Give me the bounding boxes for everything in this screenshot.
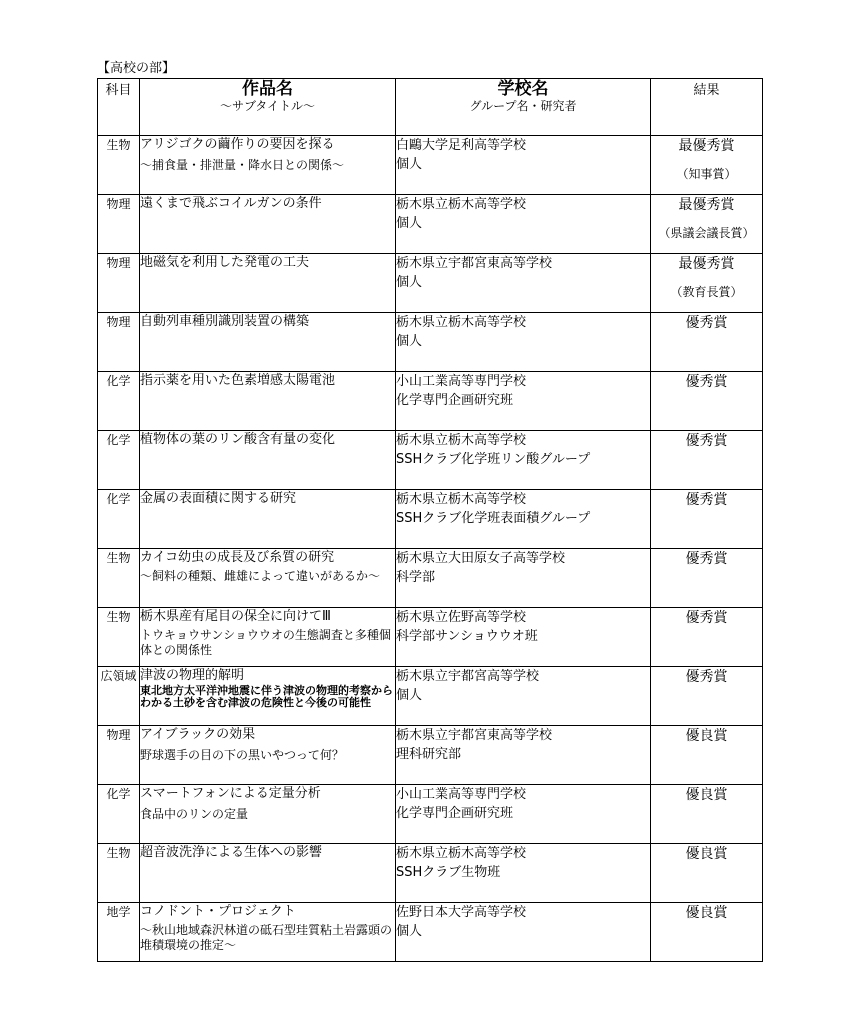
result-cell xyxy=(651,549,763,608)
school-name: 栃木県立佐野高等学校 xyxy=(396,610,527,625)
subject-cell: 生物 xyxy=(98,844,140,903)
work-title: 地磁気を利用した発電の工夫 xyxy=(140,255,310,270)
group-name: SSHクラブ化学班表面積グループ xyxy=(396,511,591,526)
school-name: 栃木県立栃木高等学校 xyxy=(396,846,527,861)
subject-cell: 化学 xyxy=(98,431,140,490)
school-cell xyxy=(396,195,651,254)
award-subtitle: （県議会議長賞） xyxy=(658,226,755,240)
award-label: 優秀賞 xyxy=(685,492,728,508)
group-name: 化学専門企画研究班 xyxy=(396,393,514,408)
header-school-sub: グループ名・研究者 xyxy=(469,99,577,113)
school-name: 栃木県立栃木高等学校 xyxy=(396,433,527,448)
work-title: 金属の表面積に関する研究 xyxy=(140,491,297,506)
results-table xyxy=(97,78,763,962)
result-cell xyxy=(651,254,763,313)
work-title: 植物体の葉のリン酸含有量の変化 xyxy=(140,432,336,447)
title-cell xyxy=(140,372,396,431)
work-subtitle: 野球選手の目の下の黒いやつって何？ xyxy=(140,748,344,762)
subject-cell: 物理 xyxy=(98,195,140,254)
work-title: スマートフォンによる定量分析 xyxy=(140,786,321,801)
result-cell xyxy=(651,785,763,844)
title-cell xyxy=(140,844,396,903)
title-cell xyxy=(140,254,396,313)
work-title: アイブラックの効果 xyxy=(140,727,256,742)
header-title-sub: ～サブタイトル～ xyxy=(220,99,315,113)
result-cell xyxy=(651,608,763,667)
result-cell xyxy=(651,372,763,431)
school-name: 小山工業高等専門学校 xyxy=(396,787,527,802)
section-title: 【高校の部】 xyxy=(97,61,176,76)
result-cell xyxy=(651,726,763,785)
group-name: 個人 xyxy=(396,216,423,231)
school-name: 栃木県立大田原女子高等学校 xyxy=(396,551,566,566)
school-cell xyxy=(396,549,651,608)
school-name: 小山工業高等専門学校 xyxy=(396,374,527,389)
title-cell xyxy=(140,608,396,667)
table-row xyxy=(98,254,763,313)
title-cell xyxy=(140,313,396,372)
header-school-main: 学校名 xyxy=(497,79,549,99)
title-cell xyxy=(140,431,396,490)
award-label: 優秀賞 xyxy=(685,610,728,626)
subject-cell: 広領域 xyxy=(98,667,140,726)
result-cell xyxy=(651,195,763,254)
award-label: 最優秀賞 xyxy=(678,197,735,213)
result-cell xyxy=(651,903,763,962)
school-name: 栃木県立栃木高等学校 xyxy=(396,315,527,330)
result-cell xyxy=(651,136,763,195)
award-label: 優良賞 xyxy=(685,905,728,921)
award-label: 優良賞 xyxy=(685,787,728,803)
header-result: 結果 xyxy=(651,79,763,136)
award-subtitle: （知事賞） xyxy=(676,167,737,181)
table-row xyxy=(98,372,763,431)
award-label: 最優秀賞 xyxy=(678,256,735,272)
title-cell xyxy=(140,195,396,254)
subject-cell: 化学 xyxy=(98,372,140,431)
award-label: 優秀賞 xyxy=(685,374,728,390)
title-cell xyxy=(140,667,396,726)
group-name: 科学部サンショウウオ班 xyxy=(396,629,538,644)
work-title: アリジゴクの繭作りの要因を探る xyxy=(140,137,335,152)
table-row xyxy=(98,903,763,962)
work-subtitle: ～秋山地域森沢林道の砥石型珪質粘土岩露頭の堆積環境の推定～ xyxy=(140,923,393,952)
title-cell xyxy=(140,785,396,844)
table-row xyxy=(98,431,763,490)
award-label: 優良賞 xyxy=(685,846,728,862)
group-name: 個人 xyxy=(396,924,423,939)
result-cell xyxy=(651,844,763,903)
award-label: 優秀賞 xyxy=(685,433,728,449)
group-name: 個人 xyxy=(396,688,423,703)
school-cell xyxy=(396,785,651,844)
table-row xyxy=(98,136,763,195)
group-name: SSHクラブ化学班リン酸グループ xyxy=(396,452,591,467)
school-cell xyxy=(396,667,651,726)
work-subtitle: ～飼料の種類、雌雄によって違いがあるか～ xyxy=(140,569,381,583)
header-title xyxy=(140,79,396,136)
work-subtitle: 食品中のリンの定量 xyxy=(140,807,249,821)
work-title: カイコ幼虫の成長及び糸質の研究 xyxy=(140,550,335,565)
school-name: 栃木県立宇都宮東高等学校 xyxy=(396,256,553,271)
header-subject: 科目 xyxy=(98,79,140,136)
group-name: 個人 xyxy=(396,275,423,290)
school-name: 白鷗大学足利高等学校 xyxy=(396,138,527,153)
subject-cell: 生物 xyxy=(98,549,140,608)
title-cell xyxy=(140,726,396,785)
work-title: 栃木県産有尾目の保全に向けてⅢ xyxy=(140,609,331,624)
work-title: コノドント・プロジェクト xyxy=(140,904,296,919)
subject-cell: 化学 xyxy=(98,785,140,844)
header-school xyxy=(396,79,651,136)
school-cell xyxy=(396,844,651,903)
result-cell xyxy=(651,313,763,372)
work-title: 指示薬を用いた色素増感太陽電池 xyxy=(140,373,336,388)
award-label: 優秀賞 xyxy=(685,551,728,567)
school-name: 栃木県立栃木高等学校 xyxy=(396,492,527,507)
group-name: SSHクラブ生物班 xyxy=(396,865,501,880)
school-cell xyxy=(396,136,651,195)
school-cell xyxy=(396,313,651,372)
school-cell xyxy=(396,372,651,431)
table-row xyxy=(98,844,763,903)
work-title: 超音波洗浄による生体への影響 xyxy=(140,845,323,860)
work-title: 自動列車種別識別装置の構築 xyxy=(140,314,310,329)
subject-cell: 物理 xyxy=(98,254,140,313)
school-cell xyxy=(396,903,651,962)
header-title-main: 作品名 xyxy=(242,79,293,99)
award-label: 優秀賞 xyxy=(685,315,728,331)
title-cell xyxy=(140,903,396,962)
group-name: 個人 xyxy=(396,334,423,349)
result-cell xyxy=(651,490,763,549)
school-cell xyxy=(396,254,651,313)
award-label: 優良賞 xyxy=(685,728,728,744)
subject-cell: 地学 xyxy=(98,903,140,962)
award-label: 最優秀賞 xyxy=(678,138,735,154)
subject-cell: 生物 xyxy=(98,608,140,667)
school-cell xyxy=(396,608,651,667)
school-cell xyxy=(396,490,651,549)
table-row xyxy=(98,490,763,549)
table-row xyxy=(98,313,763,372)
header-row xyxy=(98,79,763,136)
table-row xyxy=(98,726,763,785)
table-row xyxy=(98,608,763,667)
result-cell xyxy=(651,431,763,490)
result-cell xyxy=(651,667,763,726)
group-name: 科学部 xyxy=(396,570,436,585)
work-subtitle: ～捕食量・排泄量・降水日との関係～ xyxy=(140,158,345,172)
subject-cell: 化学 xyxy=(98,490,140,549)
group-name: 個人 xyxy=(396,157,423,172)
subject-cell: 生物 xyxy=(98,136,140,195)
award-subtitle: （教育長賞） xyxy=(670,285,743,299)
work-subtitle: 東北地方太平洋沖地震に伴う津波の物理的考察からわかる土砂を含む津波の危険性と今後の可能性 xyxy=(140,684,393,709)
school-name: 佐野日本大学高等学校 xyxy=(396,905,527,920)
table-row xyxy=(98,667,763,726)
work-title: 津波の物理的解明 xyxy=(140,668,245,683)
table-row xyxy=(98,785,763,844)
work-title: 遠くまで飛ぶコイルガンの条件 xyxy=(140,196,322,211)
group-name: 化学専門企画研究班 xyxy=(396,806,514,821)
school-name: 栃木県立栃木高等学校 xyxy=(396,197,527,212)
subject-cell: 物理 xyxy=(98,313,140,372)
work-subtitle: トウキョウサンショウウオの生態調査と多種個体との関係性 xyxy=(140,628,391,657)
title-cell xyxy=(140,136,396,195)
school-name: 栃木県立宇都宮高等学校 xyxy=(396,669,540,684)
group-name: 理科研究部 xyxy=(396,747,462,762)
title-cell xyxy=(140,549,396,608)
subject-cell: 物理 xyxy=(98,726,140,785)
school-cell xyxy=(396,431,651,490)
title-cell xyxy=(140,490,396,549)
award-label: 優秀賞 xyxy=(685,669,728,685)
school-cell xyxy=(396,726,651,785)
school-name: 栃木県立宇都宮東高等学校 xyxy=(396,728,553,743)
table-row xyxy=(98,195,763,254)
table-row xyxy=(98,549,763,608)
